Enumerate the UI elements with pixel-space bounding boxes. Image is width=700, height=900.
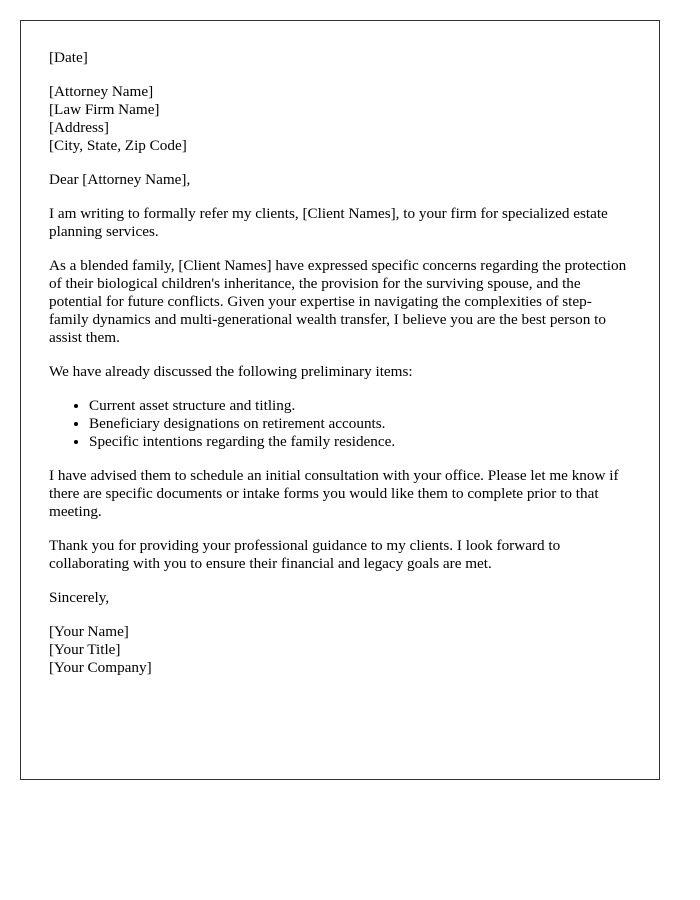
recipient-address: [Address] — [49, 119, 109, 136]
list-item: • Current asset structure and titling. — [89, 397, 631, 415]
recipient-name: [Attorney Name] — [49, 83, 154, 100]
recipient-address-block — [49, 83, 631, 155]
list-item: • Beneficiary designations on retirement accounts. — [89, 415, 631, 433]
letter-page — [20, 20, 660, 780]
preliminary-items-list — [49, 397, 631, 451]
signature-block — [49, 623, 631, 677]
signature-name: [Your Name] — [49, 623, 129, 640]
signature-title: [Your Title] — [49, 641, 121, 658]
recipient-city-state-zip: [City, State, Zip Code] — [49, 137, 187, 154]
intro-paragraph: I am writing to formally refer my clients, [Client Names], to your firm for specialized estate planning services. — [49, 205, 608, 240]
concerns-paragraph: As a blended family, [Client Names] have expressed specific concerns regarding the protection of their biological children's inheritance, the provision for the surviving spouse, and the potential for future conflicts. Given your expertise in navigating the complexities of step-family dynamics and multi-generational wealth transfer, I believe you are the best person to assist them. — [49, 257, 627, 346]
thanks-paragraph: Thank you for providing your professional guidance to my clients. I look forward to collaborating with you to ensure their financial and legacy goals are met. — [49, 537, 561, 572]
closing: Sincerely, — [49, 589, 110, 606]
list-item: • Specific intentions regarding the family residence. — [89, 433, 631, 451]
list-intro-paragraph: We have already discussed the following preliminary items: — [49, 363, 413, 380]
recipient-firm: [Law Firm Name] — [49, 101, 160, 118]
letter-date: [Date] — [49, 49, 88, 66]
salutation: Dear [Attorney Name], — [49, 171, 191, 188]
advice-paragraph: I have advised them to schedule an initial consultation with your office. Please let me know if there are specific documents or intake forms you would like them to complete prior to that meeting. — [49, 467, 619, 520]
signature-company: [Your Company] — [49, 659, 152, 676]
